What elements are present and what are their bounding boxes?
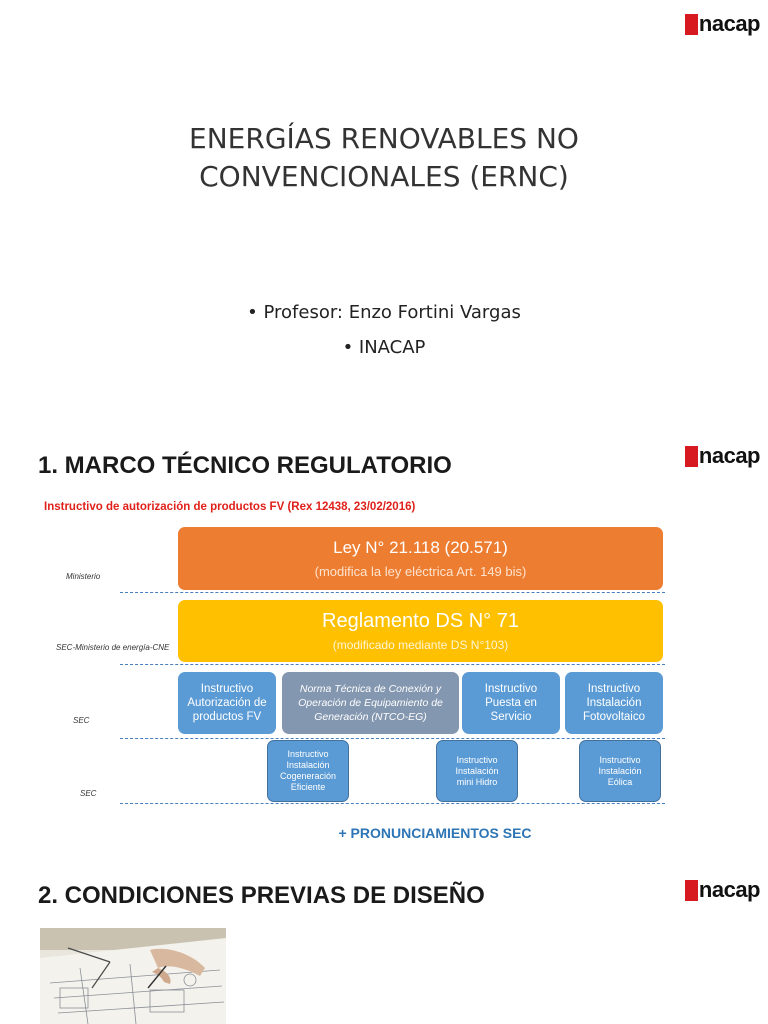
slide-heading: 2. CONDICIONES PREVIAS DE DISEÑO xyxy=(38,882,485,909)
title-line-1: ENERGÍAS RENOVABLES NO xyxy=(189,122,579,155)
reglamento-subtitle: (modificado mediante DS N°103) xyxy=(332,638,509,652)
title-slide xyxy=(0,0,768,420)
level-divider xyxy=(120,738,665,739)
inacap-logo xyxy=(685,444,760,468)
regulatory-framework-slide xyxy=(0,420,768,860)
level-divider xyxy=(120,664,665,665)
design-conditions-slide xyxy=(0,860,768,1024)
logo-text: nacap xyxy=(698,11,760,36)
instructivo-puesta-servicio-box: Instructivo Puesta en Servicio xyxy=(462,672,560,734)
level-divider xyxy=(120,592,665,593)
instructivo-fotovoltaico-box: Instructivo Instalación Fotovoltaico xyxy=(565,672,663,734)
slide-heading: 1. MARCO TÉCNICO REGULATORIO xyxy=(38,452,452,479)
blueprint-photo-icon xyxy=(40,928,226,1024)
bullet-inacap: • INACAP xyxy=(342,337,426,358)
pronunciamientos-label: + PRONUNCIAMIENTOS SEC xyxy=(338,825,532,841)
instructivo-cogeneracion-box: Instructivo Instalación Cogeneración Eficiente xyxy=(267,740,349,802)
bullet-professor: • Profesor: Enzo Fortini Vargas xyxy=(247,302,521,323)
inacap-logo xyxy=(685,12,760,36)
level-label-sec-ministerio-cne: SEC-Ministerio de energía-CNE xyxy=(56,643,170,652)
instructivo-mini-hidro-box: Instructivo Instalación mini Hidro xyxy=(436,740,518,802)
inacap-logo-mark-icon xyxy=(685,446,698,467)
reglamento-title: Reglamento DS N° 71 xyxy=(322,610,519,632)
instructivo-autorizacion-box: Instructivo Autorización de productos FV xyxy=(178,672,276,734)
ley-subtitle: (modifica la ley eléctrica Art. 149 bis) xyxy=(314,564,527,579)
slide-subtitle: Instructivo de autorización de productos FV (Rex 12438, 23/02/2016) xyxy=(44,501,416,513)
ley-title: Ley N° 21.118 (20.571) xyxy=(333,538,508,557)
level-label-sec: SEC xyxy=(73,716,90,725)
inacap-logo-mark-icon xyxy=(685,880,698,901)
reglamento-box xyxy=(178,600,663,662)
instructivo-eolica-box: Instructivo Instalación Eólica xyxy=(579,740,661,802)
ley-box xyxy=(178,527,663,590)
norma-tecnica-box: Norma Técnica de Conexión y Operación de Equipamiento de Generación (NTCO-EG) xyxy=(282,672,459,734)
logo-text: nacap xyxy=(698,443,760,468)
inacap-logo-mark-icon xyxy=(685,14,698,35)
title-line-2: CONVENCIONALES (ERNC) xyxy=(199,160,569,193)
level-divider xyxy=(120,803,665,804)
level-label-ministerio: Ministerio xyxy=(66,572,101,581)
blueprint-drawing-photo xyxy=(40,928,226,1024)
logo-text: nacap xyxy=(698,877,760,902)
inacap-logo xyxy=(685,878,760,902)
page-title xyxy=(0,120,768,196)
level-label-sec-2: SEC xyxy=(80,789,97,798)
